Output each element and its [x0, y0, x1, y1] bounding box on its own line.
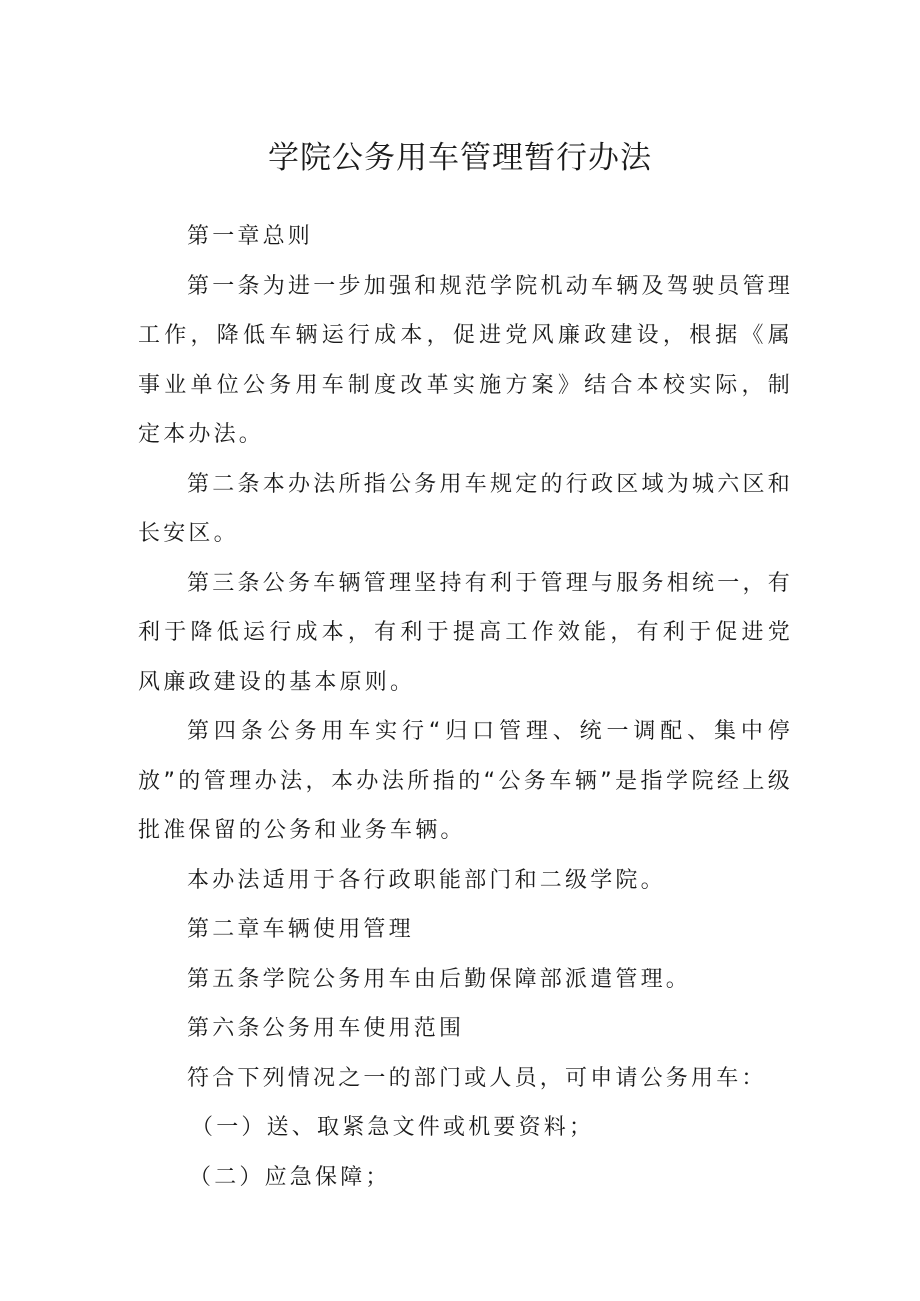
document-title: 学院公务用车管理暂行办法	[268, 140, 652, 176]
article-paragraph: 第五条学院公务用车由后勤保障部派遣管理。	[187, 966, 692, 992]
article-paragraph: 第四条公务用车实行“归口管理、统一调配、集中停放”的管理办法，本办法所指的“公务车辆”是指学院经上级批准保留的公务和业务车辆。	[138, 719, 793, 843]
article-intro-paragraph: 符合下列情况之一的部门或人员，可申请公务用车：	[187, 1065, 767, 1091]
article-paragraph: 第二条本办法所指公务用车规定的行政区域为城六区和长安区。	[138, 471, 793, 546]
list-item: （一）送、取紧急文件或机要资料；	[191, 1115, 595, 1140]
list-item: （二）应急保障；	[189, 1164, 391, 1190]
chapter-heading: 第一章总则	[187, 224, 314, 249]
article-paragraph: 第三条公务车辆管理坚持有利于管理与服务相统一，有利于降低运行成本，有利于提高工作效能，有利于促进党风廉政建设的基本原则。	[138, 570, 793, 695]
scope-paragraph: 本办法适用于各行政职能部门和二级学院。	[187, 867, 666, 893]
article-paragraph: 第一条为进一步加强和规范学院机动车辆及驾驶员管理工作，降低车辆运行成本，促进党风廉政建设，根据《属事业单位公务用车制度改革实施方案》结合本校实际，制定本办法。	[138, 273, 793, 447]
document-body	[138, 212, 793, 1202]
chapter-heading: 第二章车辆使用管理	[187, 917, 414, 942]
article-paragraph: 第六条公务用车使用范围	[187, 1016, 465, 1041]
